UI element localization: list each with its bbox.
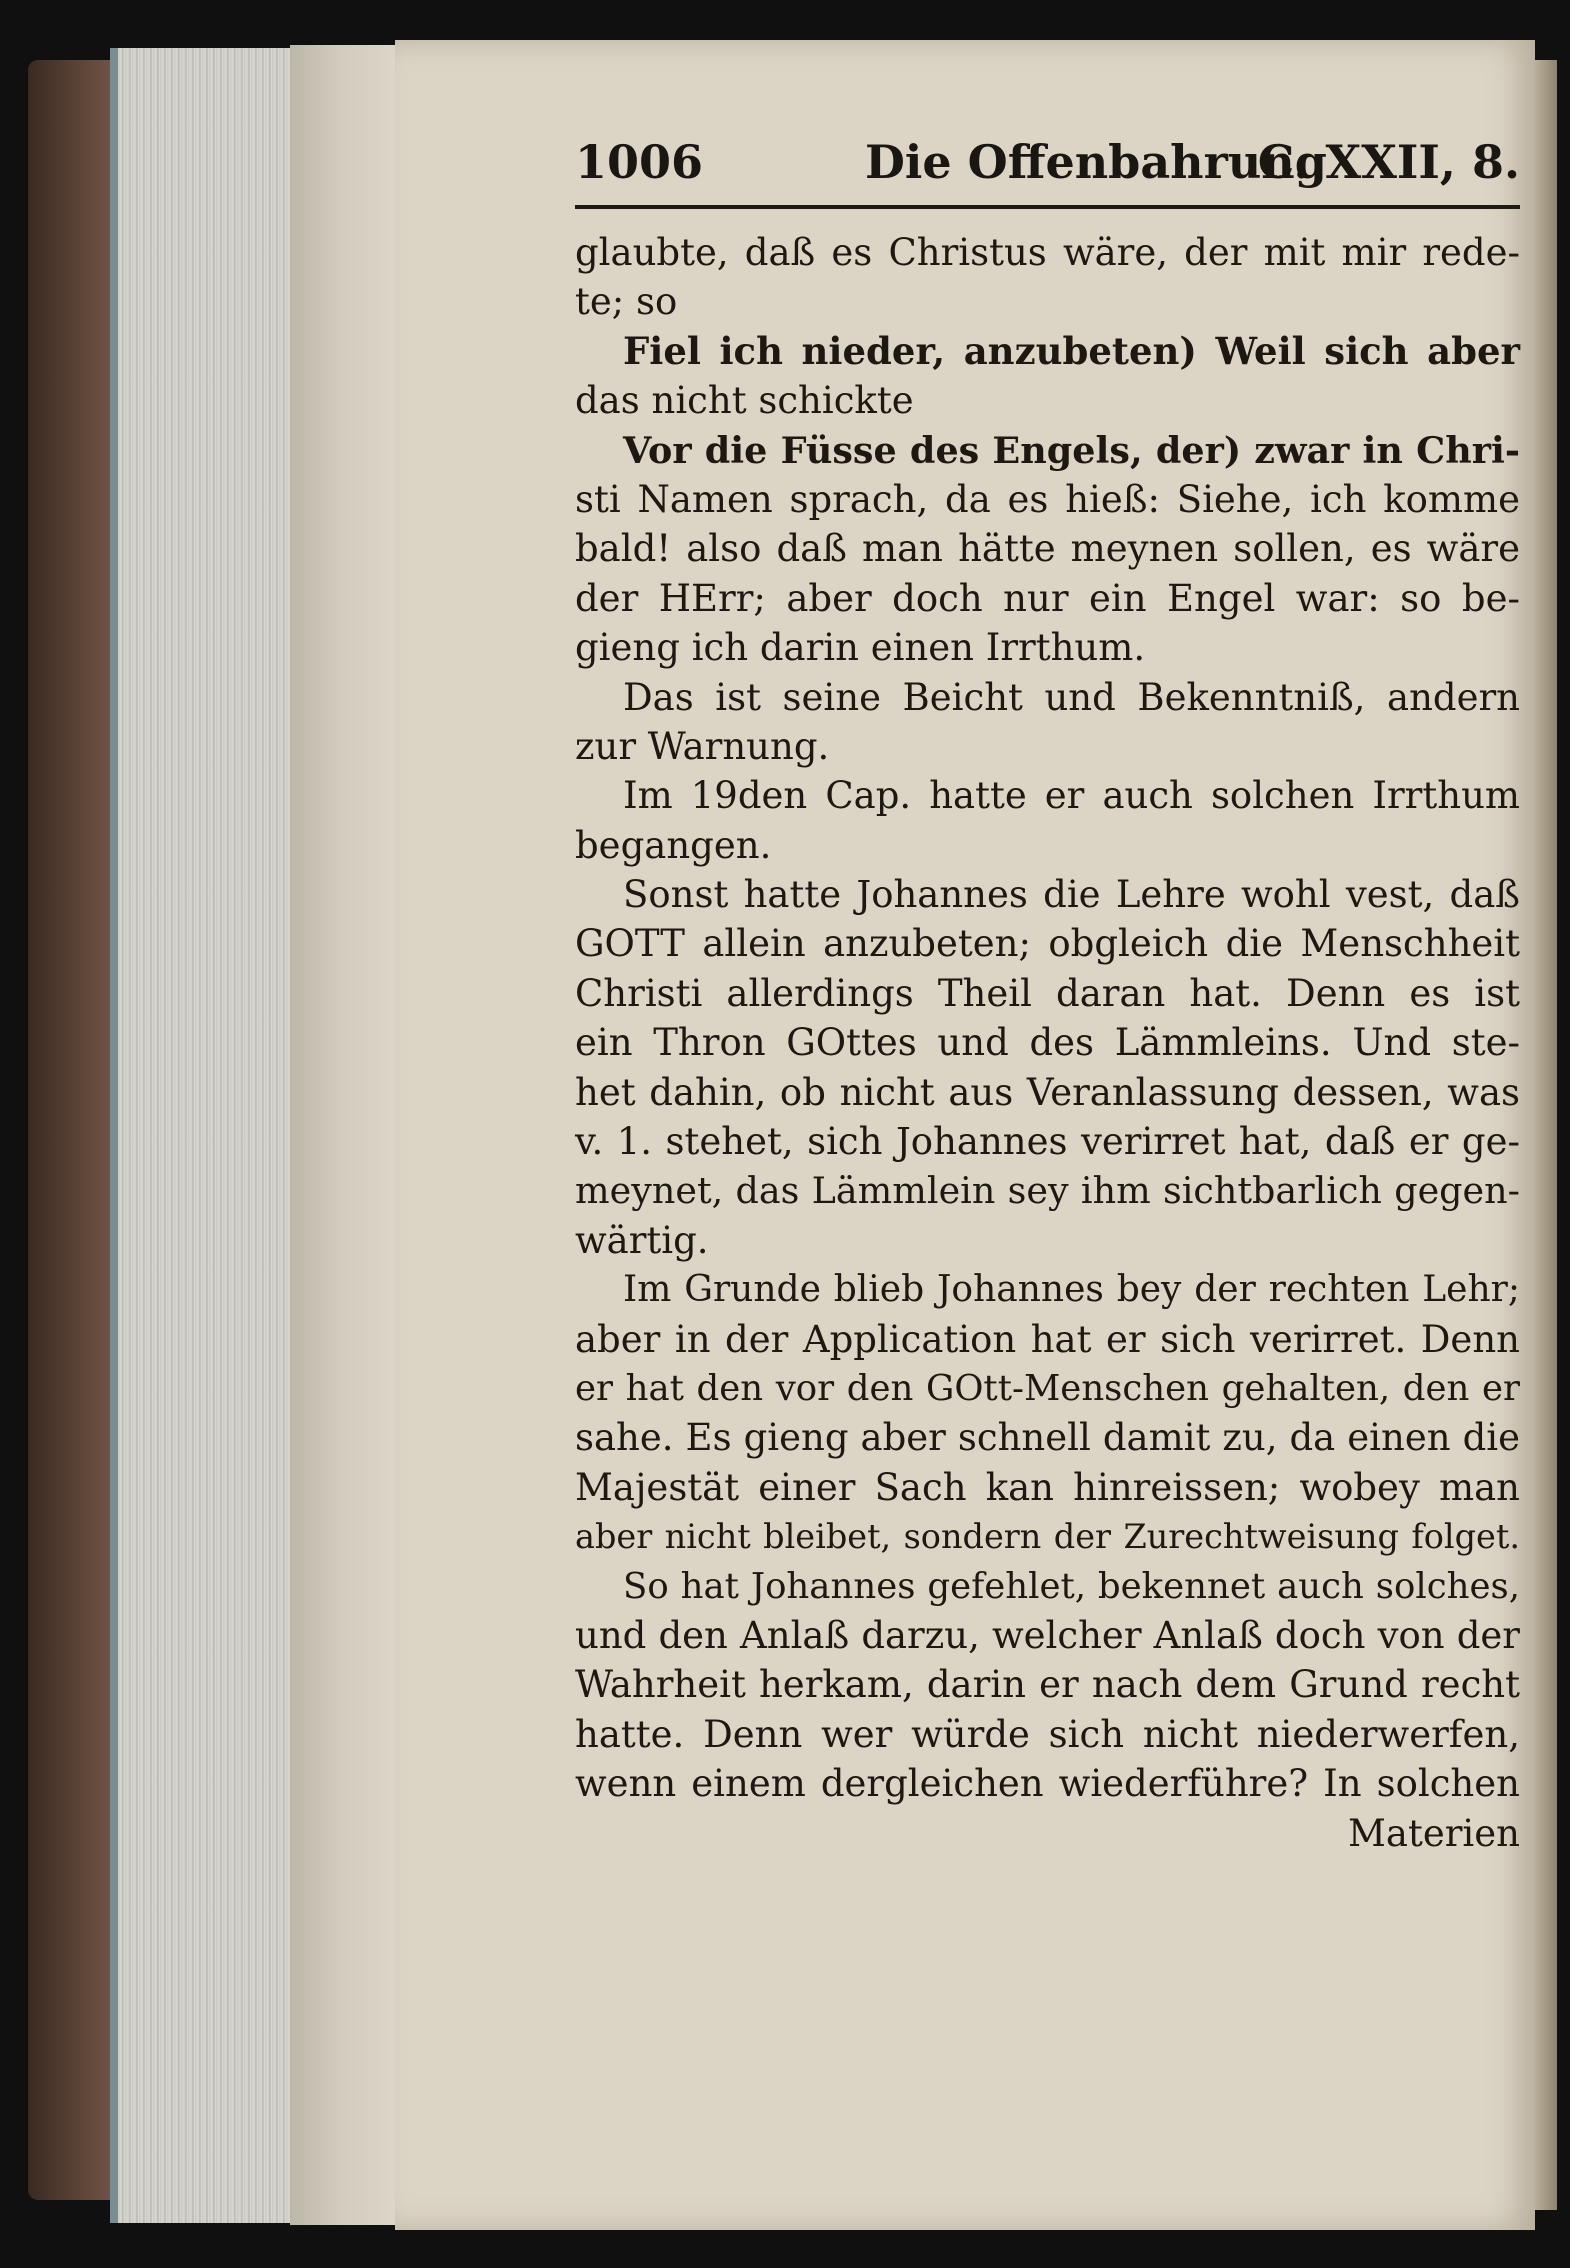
text-line: sahe. Es gieng aber schnell damit zu, da einen die: [575, 1416, 1520, 1460]
text-line: zur Warnung.: [575, 724, 830, 768]
text-line: So hat Johannes gefehlet, bekennet auch solches,: [623, 1565, 1520, 1607]
body-text: [575, 228, 1520, 1858]
header-rule: [575, 205, 1520, 209]
text-line: ein Thron GOttes und des Lämmleins. Und ste-: [575, 1021, 1520, 1065]
text-line: Im 19den Cap. hatte er auch solchen Irrthum: [623, 774, 1520, 818]
text-line: begangen.: [575, 823, 772, 867]
text-line: wenn einem dergleichen wiederführe? In solchen: [575, 1762, 1520, 1806]
lemma-line: Fiel ich nieder, anzubeten) Weil sich aber: [623, 328, 1520, 373]
page-right-edge: [1535, 60, 1557, 2210]
text-line: sti Namen sprach, da es hieß: Siehe, ich komme: [575, 477, 1520, 521]
text-line: glaubte, daß es Christus wäre, der mit mir rede-: [575, 231, 1520, 274]
text-line: bald! also daß man hätte meynen sollen, es wäre: [575, 527, 1520, 571]
text-line: das nicht schickte: [575, 379, 914, 423]
text-line: Christi allerdings Theil daran hat. Denn es ist: [575, 971, 1520, 1015]
page-gutter: [290, 45, 400, 2225]
text-line: meynet, das Lämmlein sey ihm sichtbarlich gegen-: [575, 1169, 1520, 1213]
lemma-line: Vor die Füsse des Engels, der) zwar in Chri-: [623, 428, 1520, 472]
text-line: Das ist seine Beicht und Bekenntniß, andern: [623, 675, 1520, 719]
text-line: GOTT allein anzubeten; obgleich die Menschheit: [575, 922, 1520, 966]
text-line: gieng ich darin einen Irrthum.: [575, 626, 1146, 670]
text-line: v. 1. stehet, sich Johannes verirret hat, daß er ge-: [575, 1120, 1520, 1164]
page-number: 1006: [575, 135, 704, 189]
text-line: der HErr; aber doch nur ein Engel war: so be-: [575, 576, 1520, 620]
text-line: er hat den vor den GOtt-Menschen gehalten, den er: [575, 1367, 1520, 1409]
text-line: Im Grunde blieb Johannes bey der rechten Lehr;: [623, 1269, 1520, 1311]
running-header: [575, 135, 1520, 205]
text-line: und den Anlaß darzu, welcher Anlaß doch von der: [575, 1613, 1520, 1657]
running-title: Die Offenbahrung: [865, 135, 1327, 189]
text-line: aber in der Application hat er sich verirret. Denn: [575, 1317, 1520, 1361]
text-line: Wahrheit herkam, darin er nach dem Grund recht: [575, 1663, 1520, 1707]
chapter-verse: C. XXII, 8.: [1257, 135, 1520, 189]
text-line: te; so: [575, 280, 678, 324]
text-line: hatte. Denn wer würde sich nicht niederwerfen,: [575, 1712, 1520, 1756]
page-edges: [110, 48, 298, 2223]
text-line: Majestät einer Sach kan hinreissen; wobey man: [575, 1465, 1520, 1509]
text-line: wärtig.: [575, 1218, 709, 1262]
catchword: Materien: [1348, 1811, 1520, 1855]
text-line: aber nicht bleibet, sondern der Zurechtweisung folget.: [575, 1517, 1520, 1557]
text-line: het dahin, ob nicht aus Veranlassung dessen, was: [575, 1070, 1520, 1114]
text-line: Sonst hatte Johannes die Lehre wohl vest, daß: [623, 873, 1520, 917]
